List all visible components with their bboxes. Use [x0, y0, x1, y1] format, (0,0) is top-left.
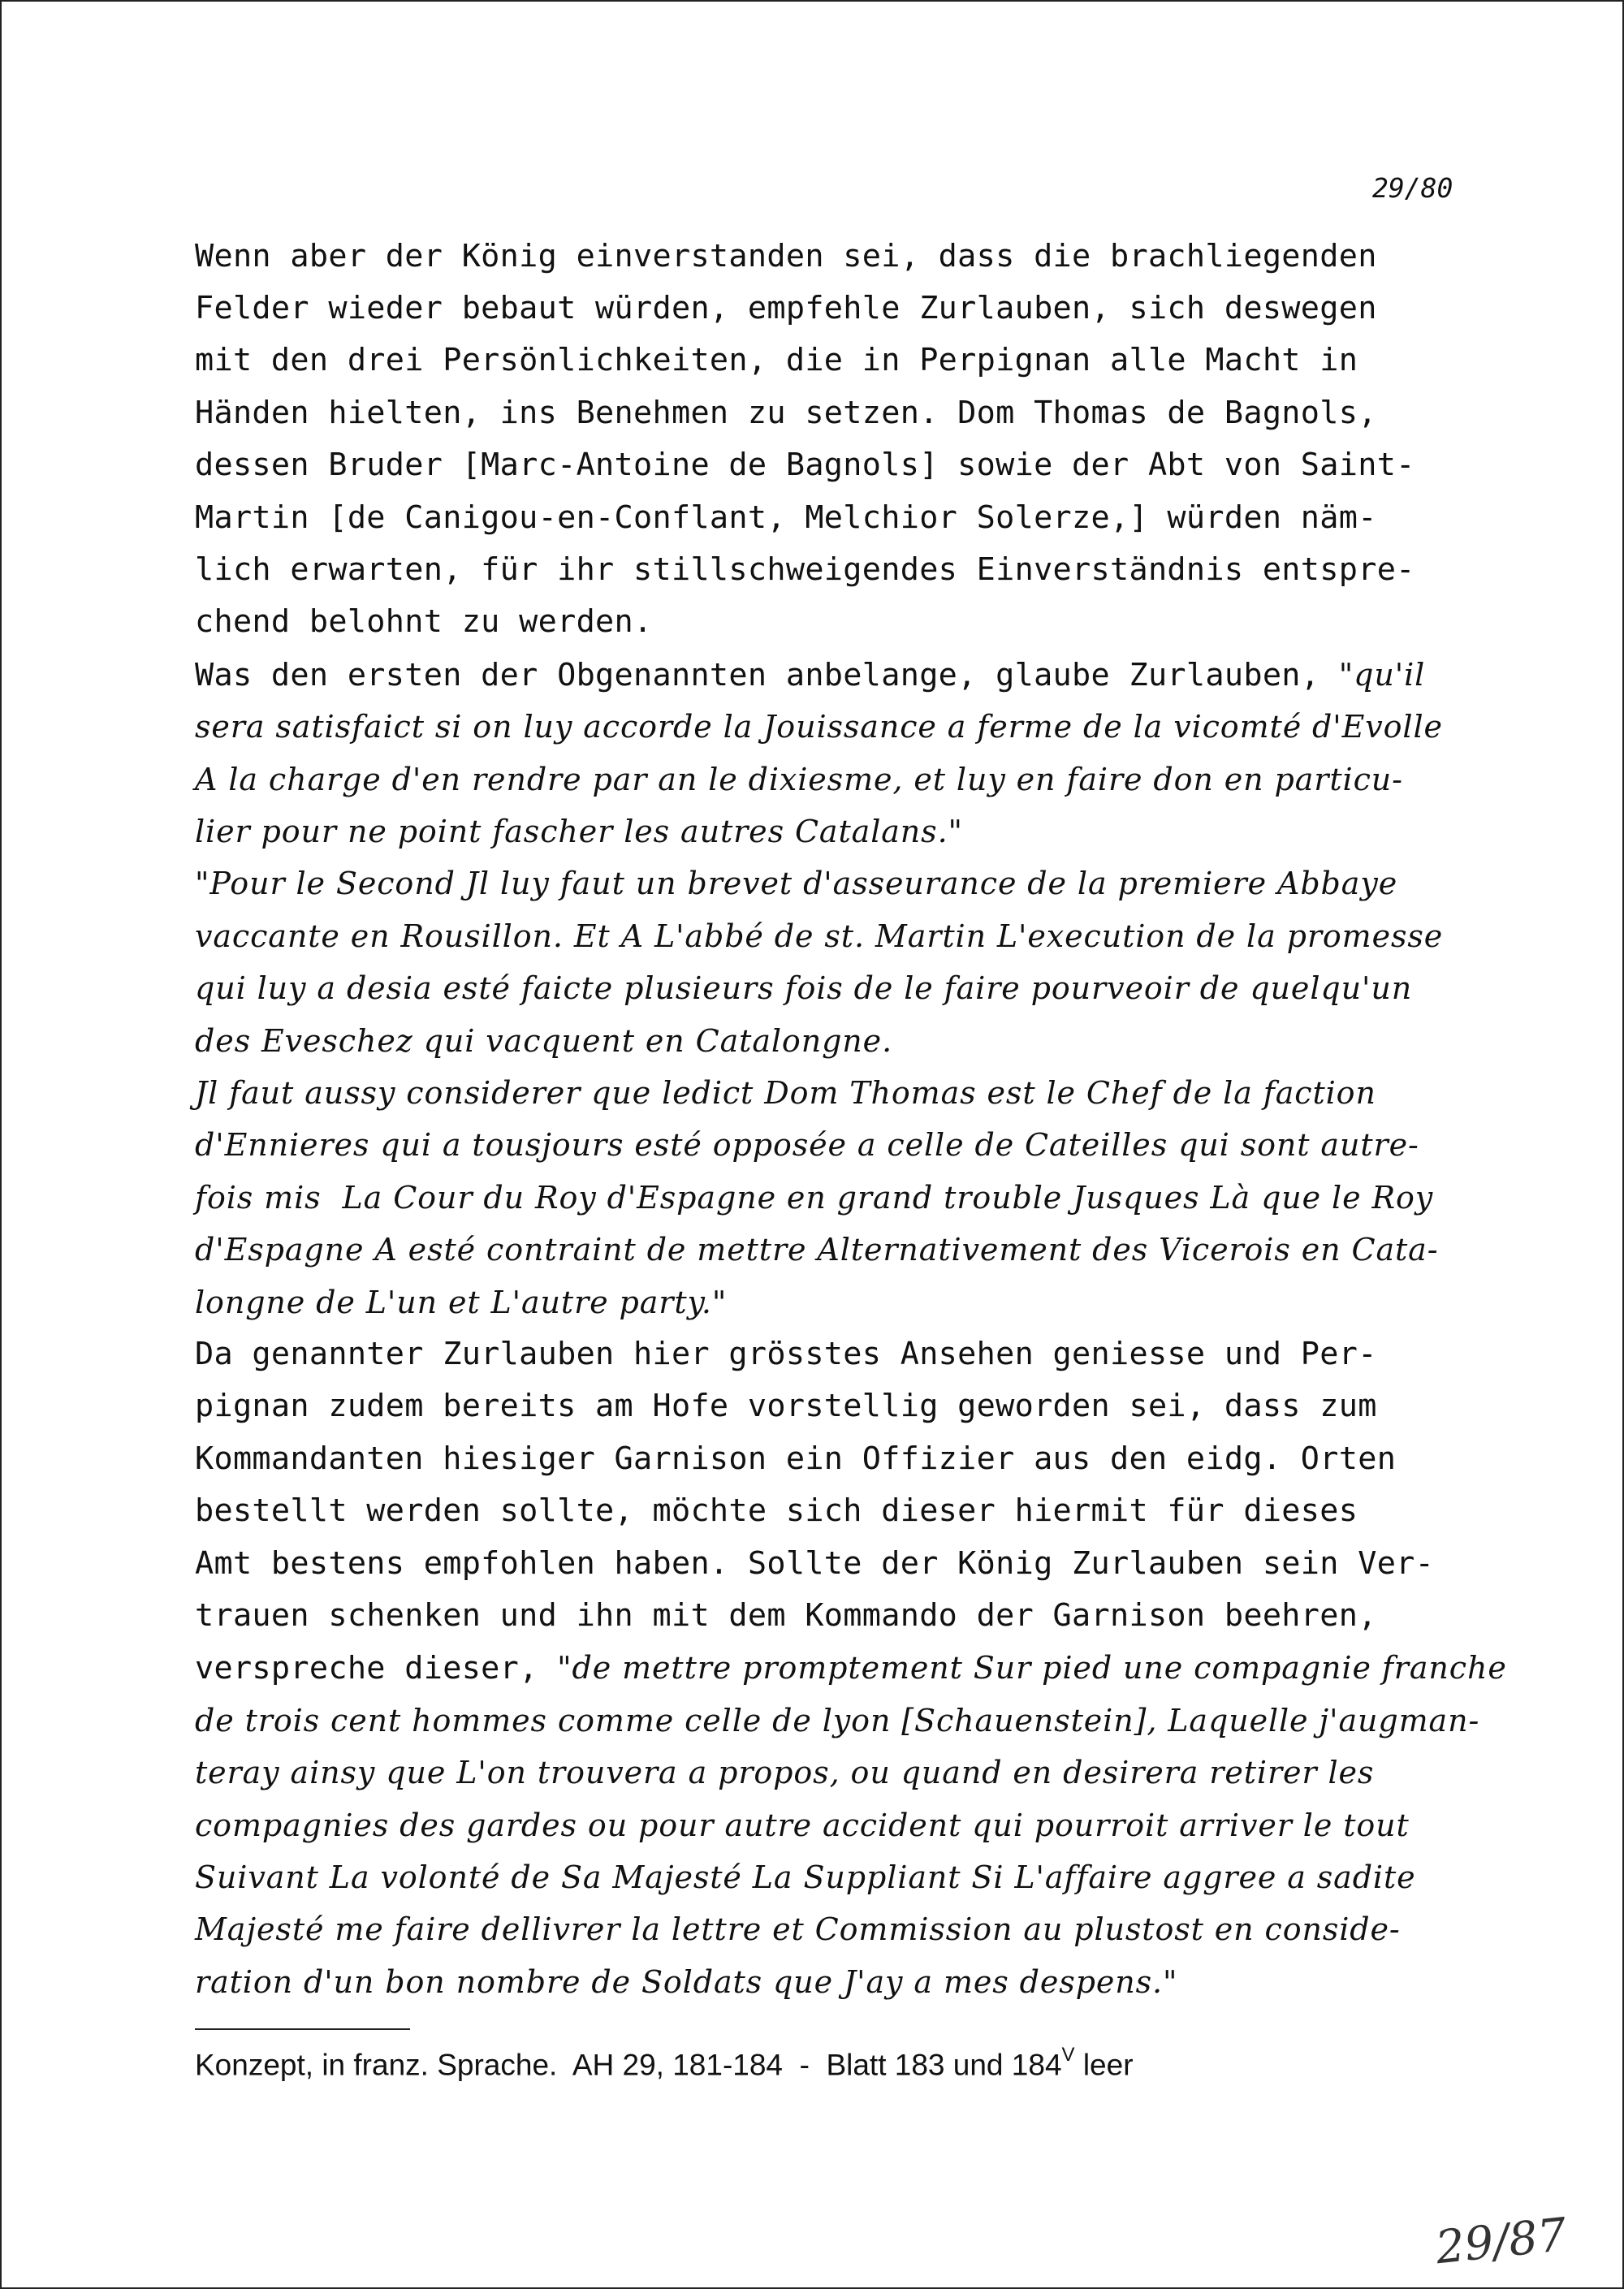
text-segment: Was den ersten der Obgenannten anbelange, glaube Zurlauben,	[195, 657, 1339, 693]
french-quote-line: Jl faut aussy considerer que ledict Dom Thomas est le Chef de la faction	[195, 1075, 1376, 1111]
french-quote-line: qui luy a desia esté faicte plusieurs fois de le faire pourveoir de quelqu'un	[195, 970, 1413, 1006]
french-quote-start: "qu'il	[1338, 657, 1426, 693]
french-quote-line: des Eveschez qui vacquent en Catalongne.	[195, 1023, 893, 1059]
french-quote-line: longne de L'un et L'autre party."	[195, 1285, 728, 1320]
french-quote-line: vaccante en Rousillon. Et A L'abbé de st. Martin L'execution de la promesse	[195, 918, 1444, 954]
text-line: mit den drei Persönlichkeiten, die in Perpignan alle Macht in	[195, 342, 1358, 378]
text-line: Da genannter Zurlauben hier grösstes Ansehen geniesse und Per-	[195, 1336, 1377, 1372]
text-line: Händen hielten, ins Benehmen zu setzen. Dom Thomas de Bagnols,	[195, 395, 1377, 431]
french-quote-line: fois mis La Cour du Roy d'Espagne en grand trouble Jusques Là que le Roy	[195, 1180, 1434, 1216]
french-quote-line: teray ainsy que L'on trouvera a propos, ou quand en desirera retirer les	[195, 1755, 1375, 1790]
french-quote-line: Suivant La volonté de Sa Majesté La Suppliant Si L'affaire aggree a sadite	[195, 1859, 1416, 1895]
footnote-text: Konzept, in franz. Sprache. AH 29, 181-184 - Blatt 183 und 184	[195, 2048, 1062, 2082]
text-line-mixed	[195, 649, 1425, 701]
handwritten-archive-number: 29/87	[1433, 2208, 1570, 2275]
french-quote-line: compagnies des gardes ou pour autre accident qui pourroit arriver le tout	[195, 1807, 1410, 1843]
text-line: pignan zudem bereits am Hofe vorstellig geworden sei, dass zum	[195, 1388, 1377, 1424]
french-quote-line: Majesté me faire dellivrer la lettre et Commission au plustost en conside-	[195, 1911, 1401, 1947]
french-quote-line: lier pour ne point fascher les autres Catalans."	[195, 814, 963, 849]
footnote-rule	[195, 2028, 410, 2030]
french-quote-line: "Pour le Second Jl luy faut un brevet d'asseurance de la premiere Abbaye	[195, 866, 1398, 901]
footnote-superscript: V	[1061, 2044, 1075, 2066]
french-quote-line: d'Ennieres qui a tousjours esté opposée a celle de Cateilles qui sont autre-	[195, 1127, 1419, 1163]
french-quote-line: A la charge d'en rendre par an le dixiesme, et luy en faire don en particu-	[195, 762, 1403, 797]
text-segment: verspreche dieser,	[195, 1650, 558, 1687]
text-line: chend belohnt zu werden.	[195, 603, 653, 640]
text-line: Martin [de Canigou-en-Conflant, Melchior Solerze,] würden näm-	[195, 499, 1377, 536]
french-quote-line: sera satisfaict si on luy accorde la Jouissance a ferme de la vicomté d'Evolle	[195, 709, 1443, 745]
french-quote-line: ration d'un bon nombre de Soldats que J'ay a mes despens."	[195, 1964, 1178, 2000]
text-line: Wenn aber der König einverstanden sei, dass die brachliegenden	[195, 238, 1377, 274]
text-line: dessen Bruder [Marc-Antoine de Bagnols] sowie der Abt von Saint-	[195, 447, 1415, 483]
french-quote-start: "de mettre promptement Sur pied une compagnie franche	[557, 1650, 1507, 1686]
french-quote-line: d'Espagne A esté contraint de mettre Alternativement des Vicerois en Cata-	[195, 1232, 1439, 1268]
text-line: trauen schenken und ihn mit dem Kommando der Garnison beehren,	[195, 1597, 1377, 1634]
text-line: bestellt werden sollte, möchte sich dieser hiermit für dieses	[195, 1492, 1358, 1529]
footnote	[195, 2032, 1134, 2091]
text-line: Amt bestens empfohlen haben. Sollte der König Zurlauben sein Ver-	[195, 1545, 1435, 1582]
text-line: Kommandanten hiesiger Garnison ein Offizier aus den eidg. Orten	[195, 1440, 1397, 1477]
page-number: 29/80	[1372, 172, 1453, 204]
french-quote-line: de trois cent hommes comme celle de lyon [Schauenstein], Laquelle j'augman-	[195, 1703, 1480, 1738]
text-line: lich erwarten, für ihr stillschweigendes Einverständnis entspre-	[195, 551, 1415, 588]
text-line: Felder wieder bebaut würden, empfehle Zurlauben, sich deswegen	[195, 290, 1377, 326]
text-line-mixed	[195, 1642, 1507, 1694]
footnote-tail: leer	[1074, 2048, 1134, 2082]
